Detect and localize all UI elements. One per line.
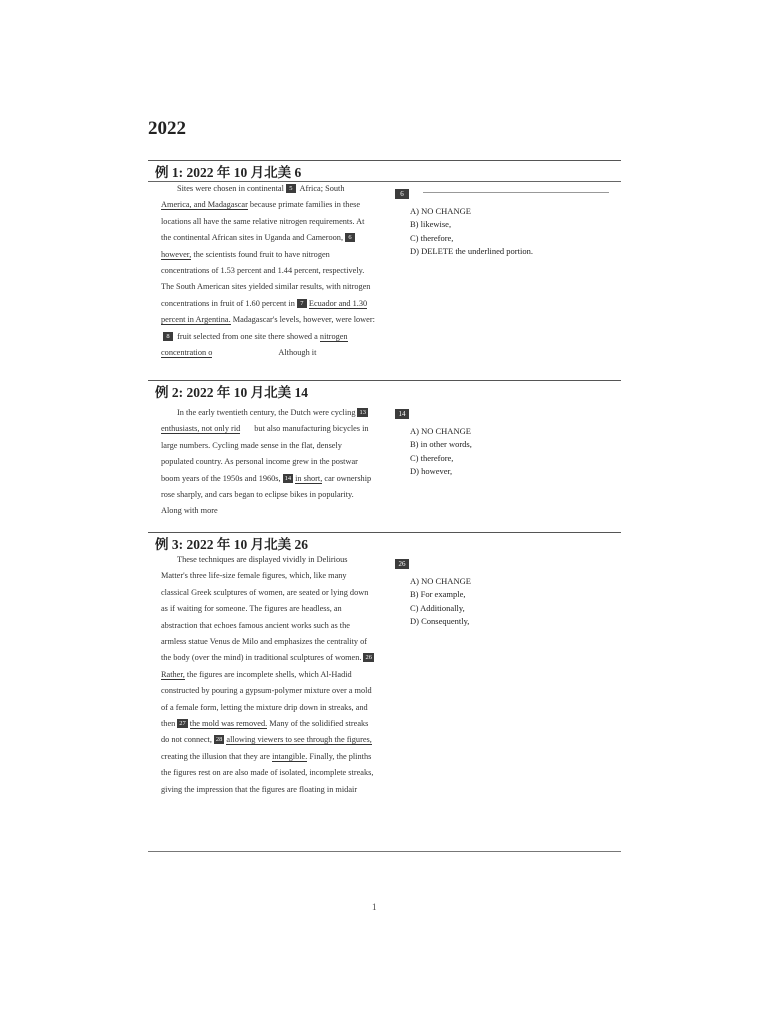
answer-options — [410, 205, 595, 259]
passage-text: Sites were chosen in continental — [177, 184, 284, 193]
option-b: B) For example, — [410, 589, 466, 600]
example-2-passage — [161, 405, 376, 520]
passage-text: In the early twentieth century, the Dutch were cycling — [177, 408, 356, 417]
question-number-tag: 6 — [395, 189, 409, 199]
underlined-portion: Rather, — [161, 669, 185, 679]
answer-options — [410, 425, 595, 479]
passage-text: creating the illusion that they are — [161, 751, 270, 761]
question-6-panel — [395, 188, 595, 259]
underlined-portion: America, and Madagascar — [161, 200, 248, 210]
blank-number-13: 13 — [359, 409, 366, 416]
example-2-heading: 例 2: 2022 年 10 月北美 14 — [155, 385, 308, 400]
passage-text: Many of the solidified streaks do not connect, — [161, 719, 369, 745]
question-26-panel — [395, 558, 595, 629]
passage-text: because primate families in these locations all have the same relative nitrogen requirements. At the continental African sites in Uganda and Cameroon, — [161, 200, 365, 243]
passage-text: Africa; South — [297, 184, 345, 193]
underlined-portion: intangible. — [272, 751, 308, 761]
underlined-portion: enthusiasts, not only rid — [161, 424, 241, 434]
passage-text: These techniques are displayed vividly in Delirious Matter's three life-size female figures, which, like many classical Greek sculptures of women, are seated or lying down as if waiting for someone. The figures are headless, an abstraction that echoes famous ancient works such as the armless statue Venus de Milo and emphasizes the centrality of the body (over the mind) in traditional sculptures of women. — [161, 555, 369, 663]
option-b: B) likewise, — [410, 219, 452, 230]
example-1-heading-bar — [148, 160, 621, 182]
question-14-panel — [395, 408, 595, 479]
question-number-tag: 14 — [395, 409, 409, 419]
passage-text: Although it — [278, 348, 317, 358]
underlined-portion: nitrogen concentration o — [161, 331, 348, 358]
blank-number-27: 27 — [179, 720, 186, 728]
passage-text: Madagascar's levels, however, were lower: — [230, 315, 375, 325]
option-b: B) in other words, — [410, 439, 472, 450]
passage-text: fruit selected from one site there showed a — [175, 331, 318, 341]
option-a: A) NO CHANGE — [410, 206, 471, 216]
passage-text: the figures are incomplete shells, which Al-Hadid constructed by pouring a gypsum-polymer mixture over a mold of a female form, letting the mixture drip down in streaks, and then — [161, 669, 372, 729]
underlined-portion: Ecuador and 1.30 percent in Argentina. — [161, 298, 368, 325]
option-c: C) Additionally, — [410, 602, 465, 613]
example-2-section — [148, 380, 621, 530]
example-2-heading-bar — [148, 380, 621, 401]
blank-number-14: 14 — [284, 474, 292, 482]
blank-number-8: 8 — [163, 332, 173, 341]
underlined-portion: the mold was removed. — [189, 719, 268, 729]
blank-number-26: 26 — [365, 654, 372, 662]
option-d: D) Consequently, — [410, 616, 470, 627]
option-a: A) NO CHANGE — [410, 576, 471, 586]
example-3-heading: 例 3: 2022 年 10 月北美 26 — [155, 537, 308, 552]
passage-text: car ownership rose sharply, and cars began to eclipse bikes in popularity. Along with more — [161, 473, 372, 516]
option-a: A) NO CHANGE — [410, 426, 471, 436]
blank-number-7: 7 — [297, 299, 307, 308]
bottom-divider — [148, 851, 621, 852]
example-1-section — [148, 160, 621, 380]
blank-number-28: 28 — [215, 736, 223, 744]
example-3-heading-bar — [148, 532, 621, 553]
example-1-heading: 例 1: 2022 年 10 月北美 6 — [155, 165, 302, 180]
divider — [423, 192, 609, 193]
option-d: D) DELETE the underlined portion. — [410, 246, 533, 257]
answer-options — [410, 575, 595, 629]
example-3-passage — [161, 552, 376, 798]
option-c: C) therefore, — [410, 232, 454, 243]
underlined-portion: in short, — [295, 473, 323, 483]
blank-number-5: 5 — [286, 184, 296, 193]
underlined-portion: however, — [161, 249, 192, 259]
passage-text: Finally, the plinths the figures rest on are also made of isolated, incomplete streaks, giving the impression that the figures are floating in midair — [161, 751, 374, 794]
option-d: D) however, — [410, 466, 453, 477]
example-3-section — [148, 532, 621, 850]
passage-text: but also manufacturing bicycles in large numbers. Cycling made sense in the flat, densely populated country. As personal income grew in the postwar boom years of the 1950s and 1960s, — [161, 424, 369, 483]
question-number-tag: 26 — [395, 559, 409, 569]
example-1-passage — [161, 181, 376, 361]
blank-number-6: 6 — [345, 233, 355, 242]
page-title: 2022 — [148, 118, 186, 139]
option-c: C) therefore, — [410, 452, 454, 463]
underlined-portion: allowing viewers to see through the figures, — [226, 735, 372, 745]
passage-text: the scientists found fruit to have nitrogen concentrations of 1.53 percent and 1.44 percent, respectively. The South American sites yielded similar results, with nitrogen concentrations in fruit of 1.60 percent in — [161, 249, 371, 308]
page-number: 1 — [372, 902, 377, 912]
